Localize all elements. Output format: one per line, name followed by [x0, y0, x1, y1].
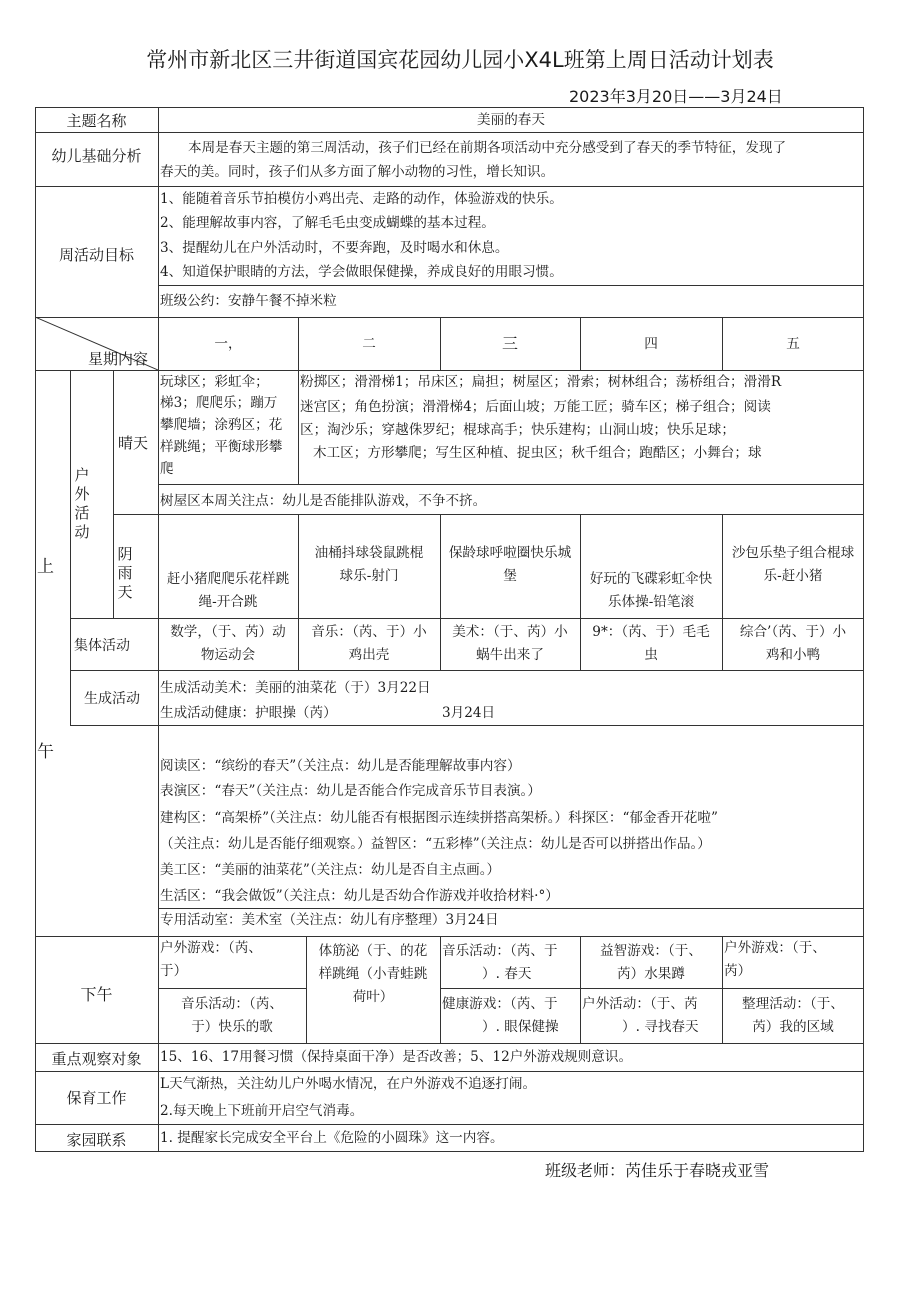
afternoon-cell: 户外游戏：（芮、 于）	[160, 940, 262, 979]
group-cell-3: 美术：（于、芮）小 蜗牛出来了	[452, 624, 568, 663]
sunny-label: 晴天	[118, 434, 149, 452]
afternoon-cell: 音乐活动：（芮、 于）快乐的歌	[181, 996, 283, 1035]
row-divider	[35, 370, 864, 371]
rainy-label: 阴雨天	[117, 545, 133, 601]
generated-line: 生成活动美术：美丽的油菜花（于）3月22日	[160, 680, 431, 696]
area-line: 建构区：“高架桥”（关注点：幼儿能否有根据图示连续拼搭高架桥。）科探区：“郁金香开花啦”	[160, 810, 718, 826]
sunny-col1-line: 玩球区；彩虹伞；	[160, 374, 269, 390]
area-line: 阅读区：“缤纷的春天”（关注点：幼儿是否能理解故事内容）	[160, 758, 521, 774]
rainy-cell-1: 赶小猪爬爬乐花样跳 绳-开合跳	[166, 571, 290, 610]
weekday-1: 一，	[214, 336, 242, 352]
care-line: L天气渐热，关注幼儿户外喝水情况，在户外游戏不追逐打闹。	[160, 1076, 537, 1092]
rainy-cell-5: 沙包乐垫子组合棍球 乐-赶小猪	[731, 545, 855, 584]
analysis-label: 幼儿基础分析	[51, 147, 142, 165]
group-label: 集体活动	[74, 638, 130, 654]
group-cell-1: 数学，（于、芮）动 物运动会	[170, 624, 286, 663]
afternoon-cell: 音乐活动：（芮、于 ）. 春天	[442, 943, 558, 982]
afternoon-cell: 体筋泌（于、的花 样跳绳（小青蛙跳 荷叶）	[318, 943, 428, 1005]
area-line: 美工区：“美丽的油菜花”（关注点：幼儿是否自主点画。）	[160, 862, 501, 878]
rainy-cell-4: 好玩的飞碟彩虹伞快 乐体操-铅笔滚	[589, 571, 713, 610]
afternoon-cell: 户外活动：（于、芮 ）. 寻找春天	[582, 996, 699, 1035]
row-divider	[440, 988, 864, 989]
observation-label: 重点观察对象	[51, 1050, 142, 1068]
focus-note: 树屋区本周关注点：幼儿是否能排队游戏，不争不挤。	[160, 493, 487, 509]
afternoon-cell: 健康游戏：（芮、于 ）. 眼保健操	[442, 996, 559, 1035]
sunny-col1-line: 梯3；爬爬乐；蹦万	[160, 395, 278, 411]
col-divider	[440, 936, 441, 1043]
row-divider	[70, 725, 864, 726]
row-divider	[35, 1124, 864, 1125]
afternoon-cell: 益智游戏：（于、 芮）水果蹲	[600, 943, 702, 982]
analysis-line-1: 本周是春天主题的第三周活动，孩子们已经在前期各项活动中充分感受到了春天的季节特征，发现了	[188, 140, 787, 156]
row-divider	[35, 132, 864, 133]
row-divider	[113, 514, 864, 515]
sunny-line: 粉掷区；滑滑梯1；吊床区；扁担；树屋区；滑索；树林组合；荡桥组合；滑滑R	[300, 374, 782, 390]
group-cell-4: 9*：（芮、于）毛毛 虫	[592, 624, 710, 663]
row-divider	[35, 317, 864, 318]
observation-text: 15、16、17用餐习惯（保持桌面干净）是否改善；5、12户外游戏规则意识。	[160, 1049, 633, 1065]
class-pact: 班级公约：安静午餐不掉米粒	[160, 293, 337, 309]
sunny-line: 迷宫区；角色扮演；滑滑梯4；后面山坡；万能工匠；骑车区；梯子组合；阅读	[300, 399, 771, 415]
afternoon-cell: 户外游戏：（于、 芮）	[724, 940, 826, 979]
outdoor-label: 户外活动	[74, 466, 90, 541]
rainy-cell-3: 保龄球呼啦圈快乐城 堡	[448, 545, 572, 584]
group-cell-2: 音乐：（芮、于）小 鸡出壳	[311, 624, 427, 663]
goal-item: 1、能随着音乐节拍模仿小鸡出壳、走路的动作，体验游戏的快乐。	[160, 191, 563, 207]
col-divider	[298, 370, 299, 484]
teachers-signature: 班级老师：芮佳乐于春晓戎亚雪	[545, 1161, 770, 1180]
area-line: （关注点：幼儿是否能仔细观察。）益智区：“五彩棒”（关注点：幼儿是否可以拼搭出作品。）	[160, 836, 711, 852]
col-divider	[70, 370, 71, 725]
row-divider	[70, 670, 864, 671]
analysis-line-2: 春天的美。同时，孩子们从多方面了解小动物的习性，增长知识。	[160, 164, 555, 180]
group-cell-5: 综合’（芮、于）小 鸡和小鸭	[739, 624, 847, 663]
morning-label-a: 上	[37, 557, 54, 577]
area-line: 生活区：“我会做饭”（关注点：幼儿是否幼合作游戏并收拾材料·°）	[160, 888, 559, 904]
generated-line: 生成活动健康：护眼操（芮）	[160, 705, 337, 721]
sunny-col1-line: 攀爬墙；涂鸦区；花	[160, 417, 283, 433]
row-divider	[158, 285, 864, 286]
goal-item: 3、提醒幼儿在户外活动时，不要奔跑，及时喝水和休息。	[160, 240, 509, 256]
rainy-cell-2: 油桶抖球袋鼠跳棍 球乐-射门	[314, 545, 424, 584]
care-line: 2.每天晚上下班前开启空气消毒。	[160, 1103, 364, 1119]
sunny-col1-line: 样跳绳；平衡球形攀	[160, 439, 283, 455]
row-divider	[35, 1043, 864, 1044]
care-label: 保育工作	[66, 1089, 127, 1107]
goal-item: 2、能理解故事内容，了解毛毛虫变成蝴蝶的基本过程。	[160, 215, 495, 231]
afternoon-cell: 整理活动：（于、 芮）我的区域	[742, 996, 844, 1035]
date-range: 2023年3月20日——3月24日	[569, 87, 783, 106]
area-line: 表演区：“春天”（关注点：幼儿是否能合作完成音乐节目表演。）	[160, 783, 541, 799]
sunny-col1-line: 爬	[160, 461, 174, 477]
row-divider	[158, 988, 306, 989]
theme-label: 主题名称	[66, 112, 127, 130]
special-room: 专用活动室：美术室（关注点：幼儿有序整理）3月24日	[160, 912, 499, 928]
page-title: 常州市新北区三井街道国宾花园幼儿园小X4L班第上周日活动计划表	[146, 48, 774, 72]
row-divider	[158, 484, 864, 485]
weekday-2: 二	[362, 336, 376, 352]
home-text: 1. 提醒家长完成安全平台上《危险的小圆珠》这一内容。	[160, 1130, 504, 1146]
morning-label-b: 午	[37, 742, 54, 762]
afternoon-label: 下午	[80, 985, 113, 1004]
weekday-3: 三	[501, 334, 518, 353]
weekday-5: 五	[786, 336, 800, 352]
goal-item: 4、知道保护眼睛的方法，学会做眼保健操，养成良好的用眼习惯。	[160, 264, 563, 280]
generated-label: 生成活动	[84, 691, 140, 707]
sunny-line: 区；淘沙乐；穿越侏罗纪；棍球高手；快乐建构；山洞山坡；快乐足球；	[300, 422, 735, 438]
theme-value: 美丽的春天	[477, 112, 545, 128]
goals-label: 周活动目标	[58, 246, 134, 264]
weekday-header-label: 星期内容	[88, 350, 149, 368]
generated-date: 3月24日	[442, 705, 496, 721]
col-divider	[113, 370, 114, 618]
home-label: 家园联系	[66, 1131, 127, 1149]
weekday-4: 四	[644, 336, 658, 352]
row-divider	[70, 618, 864, 619]
sunny-line: 木工区；方形攀爬；写生区种植、捉虫区；秋千组合；跑酷区；小舞台；球	[313, 445, 762, 461]
